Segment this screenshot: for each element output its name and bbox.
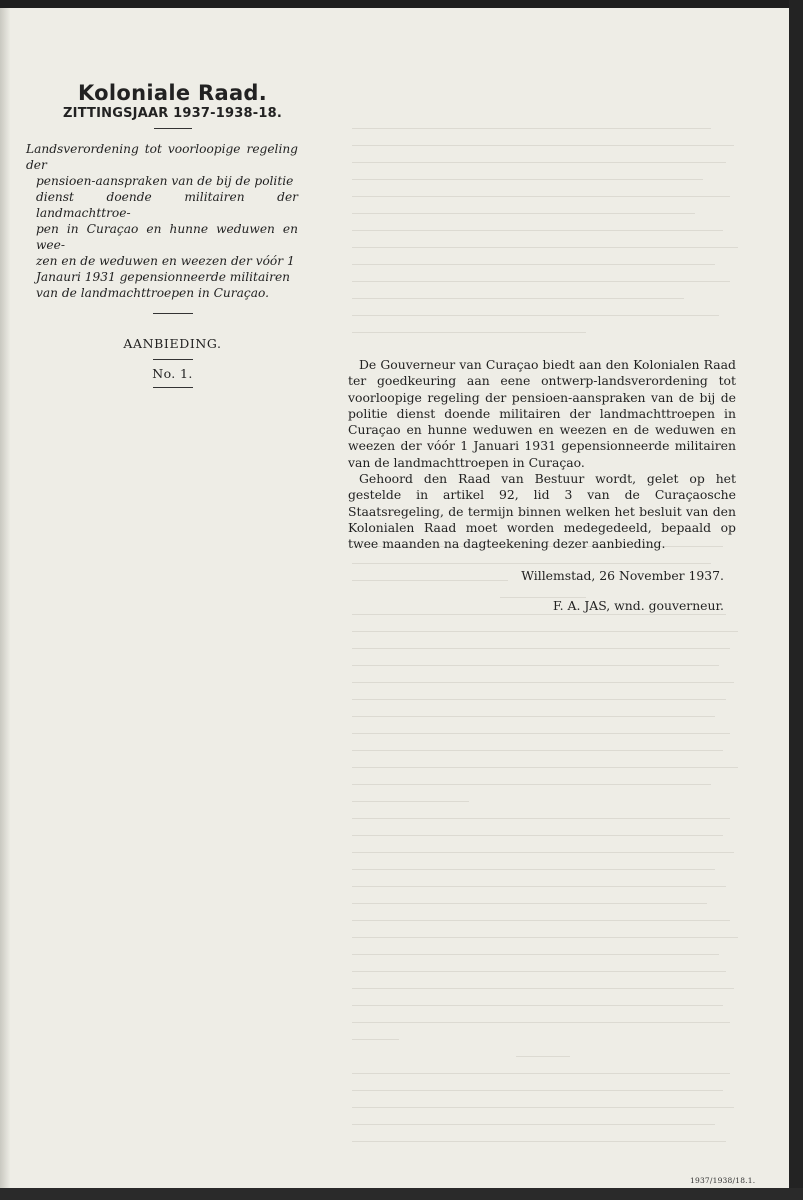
scan-border-bottom: [0, 1188, 803, 1200]
divider: [153, 359, 193, 360]
bleed-through-block-bottom: [352, 1040, 742, 1142]
body-paragraph-1: De Gouverneur van Curaçao biedt aan den Kolonialen Raad ter goedkeuring aan eene ontwerp-landsverordening tot voorloopige regeling der pensioen-aanspraken van de bij de politie dienst doende militairen der landmachttroepen in Curaçao en hunne weduwen en weezen en de weduwen en weezen der vóór 1 Januari 1931 gepensionneerde militairen van de landmachttroepen in Curaçao.: [348, 357, 736, 470]
bleed-through-block-top: [352, 112, 742, 333]
ordinance-title: [26, 141, 298, 301]
ordinance-line: Landsverordening tot voorloopige regeling der: [26, 142, 298, 172]
ordinance-line: zen en de weduwen en weezen der vóór 1: [36, 254, 295, 268]
ordinance-line: pensioen-aanspraken van de bij de politie: [36, 174, 294, 188]
divider: [153, 387, 193, 388]
footer-reference-code: 1937/1938/18.1.: [690, 1176, 756, 1185]
offer-label: AANBIEDING.: [123, 336, 222, 351]
document-title: Koloniale Raad.: [77, 81, 268, 105]
left-heading-column: [26, 80, 315, 396]
divider: [153, 313, 193, 314]
ordinance-line: pen in Curaçao en hunne weduwen en wee-: [36, 222, 298, 252]
ordinance-line: van de landmachttroepen in Curaçao.: [36, 286, 269, 300]
scan-border-top: [0, 0, 803, 8]
signature: F. A. JAS, wnd. gouverneur.: [552, 597, 724, 613]
main-body: [348, 357, 736, 614]
ordinance-line: Janauri 1931 gepensionneerde militairen: [36, 270, 291, 284]
dateline: Willemstad, 26 November 1937.: [521, 567, 724, 583]
ordinance-line: dienst doende militairen der landmachttroe-: [36, 190, 298, 220]
body-paragraph-2: Gehoord den Raad van Bestuur wordt, gelet op het gestelde in artikel 92, lid 3 van de Curaçaosche Staatsregeling, de termijn binnen welken het besluit van den Kolonialen Raad moet worden medegedeeld, bepaald op twee maanden na dagteekening dezer aanbieding.: [348, 471, 736, 552]
session-year: ZITTINGSJAAR 1937-1938-18.: [63, 106, 282, 121]
page-edge-shadow: [0, 8, 10, 1188]
divider: [154, 128, 192, 129]
scan-border-right: [789, 0, 803, 1200]
document-number: No. 1.: [152, 366, 193, 381]
